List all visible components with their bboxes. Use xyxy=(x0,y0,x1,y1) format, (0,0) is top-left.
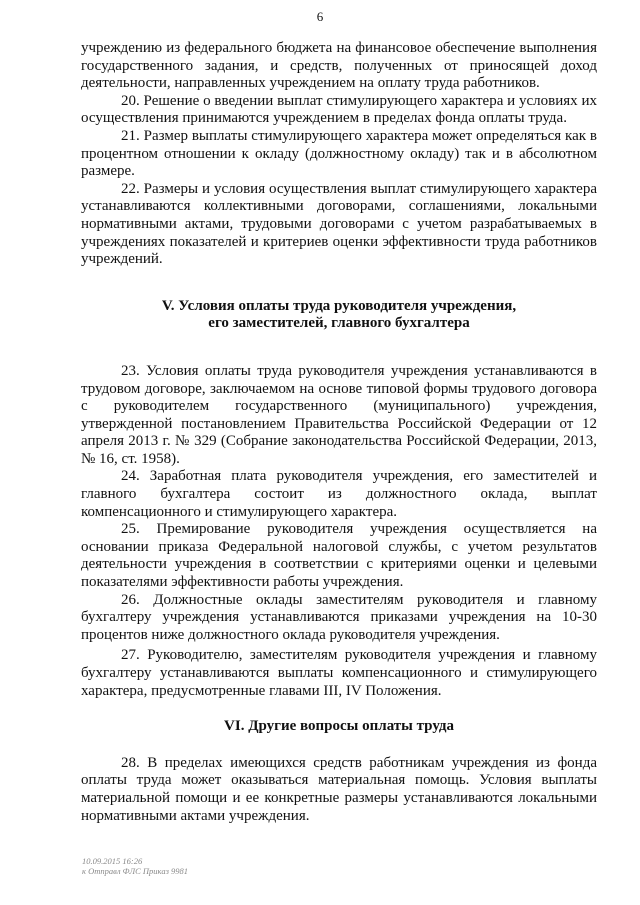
footer-timestamp: 10.09.2015 16:26 xyxy=(82,856,143,866)
paragraph-25: 25. Премирование руководителя учреждения осуществляется на основании приказа Федеральной налоговой службы, с учетом результатов деятельности учреждения в соответствии с критериями оценки и целевыми показателями эффективности работы учреждения. xyxy=(81,521,597,591)
section-5-heading-line1: V. Условия оплаты труда руководителя учреждения, xyxy=(161,297,517,314)
paragraph-24: 24. Заработная плата руководителя учреждения, его заместителей и главного бухгалтера состоит из должностного оклада, выплат компенсационного и стимулирующего характера. xyxy=(81,468,597,520)
paragraph-28: 28. В пределах имеющихся средств работникам учреждения из фонда оплаты труда может оказываться материальная помощь. Условия выплаты материальной помощи и ее конкретные размеры устанавливаются локальными нормативными актами учреждения. xyxy=(81,754,597,824)
paragraph-27: 27. Руководителю, заместителям руководителя учреждения и главному бухгалтеру устанавливаются выплаты компенсационного и стимулирующего характера, предусмотренные главами III, IV Положения. xyxy=(81,647,597,699)
paragraph-26: 26. Должностные оклады заместителям руководителя и главному бухгалтеру учреждения устанавливаются приказами учреждения на 10-30 процентов ниже должностного оклада руководителя учреждения. xyxy=(81,591,597,643)
page-number: 6 xyxy=(316,9,324,24)
paragraph-23: 23. Условия оплаты труда руководителя учреждения устанавливаются в трудовом договоре, заключаемом на основе типовой формы трудового договора с руководителем государственного (муниципального) учреждения, утвержденной постановлением Правительства Российской Федерации от 12 апреля 2013 г. № 329 (Собрание законодательства Российской Федерации, 2013, № 16, ст. 1958). xyxy=(81,362,597,467)
section-6-heading: VI. Другие вопросы оплаты труда xyxy=(224,718,454,735)
paragraph-21: 21. Размер выплаты стимулирующего характера может определяться как в процентном отношении к окладу (должностному окладу) так и в абсолютном размере. xyxy=(81,127,597,180)
section-5-heading-line2: его заместителей, главного бухгалтера xyxy=(208,315,470,332)
paragraph-20: 20. Решение о введении выплат стимулирующего характера и условиях их осуществления принимаются учреждением в пределах фонда оплаты труда. xyxy=(81,92,597,127)
document-body xyxy=(81,40,597,825)
footer-file-reference: к Отправл ФЛС Приказ 9981 xyxy=(82,866,189,876)
paragraph-22: 22. Размеры и условия осуществления выплат стимулирующего характера устанавливаются коллективными договорами, соглашениями, локальными нормативными актами, трудовыми договорами с учетом разрабатываемых в учреждениях показателей и критериев оценки эффективности труда работников учреждений. xyxy=(81,180,597,268)
section-5-heading xyxy=(81,298,597,333)
paragraph-19-continuation: учреждению из федерального бюджета на финансовое обеспечение выполнения государственного задания, и средств, полученных от приносящей доход деятельности, направленных учреждением на оплату труда работников. xyxy=(81,40,597,92)
footer-stamp xyxy=(82,856,188,876)
